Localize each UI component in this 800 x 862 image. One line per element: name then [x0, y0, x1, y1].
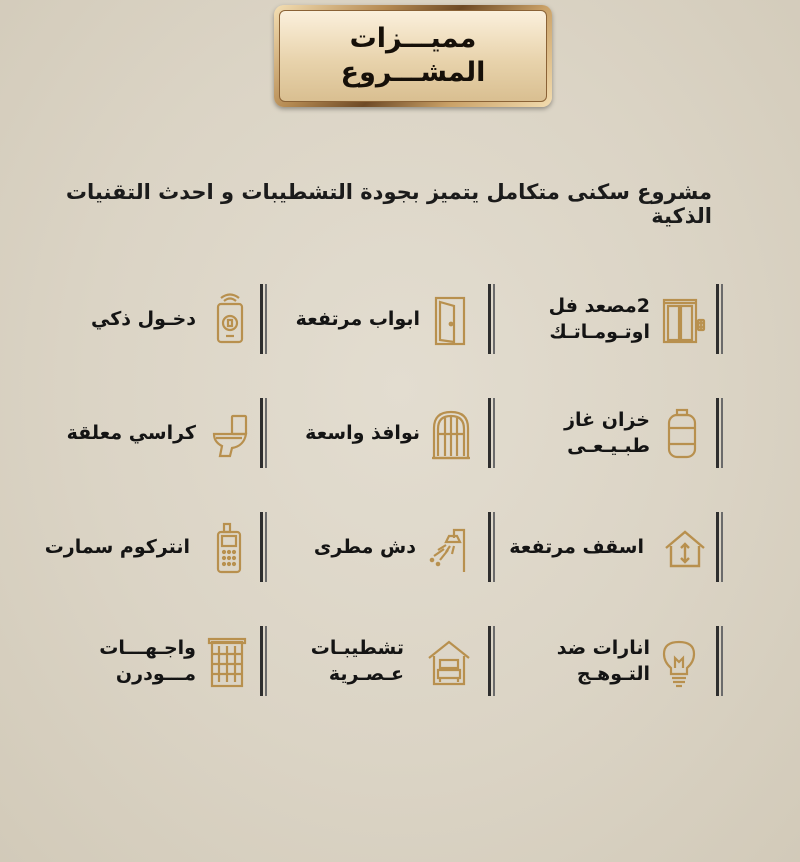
- feature-label: [296, 286, 420, 352]
- feature-doors: [280, 278, 500, 358]
- feature-divider: [488, 512, 491, 582]
- feature-line1: انارات ضد: [556, 637, 650, 659]
- house-furniture-icon: [426, 634, 472, 690]
- page-title-line2: المشـــروع: [340, 57, 486, 88]
- feature-ceilings: [500, 506, 730, 586]
- feature-toilets: [66, 392, 270, 472]
- feature-line2: عـصـرية: [328, 663, 404, 685]
- feature-facades: [70, 620, 270, 700]
- feature-gas-tank: [520, 392, 730, 472]
- toilet-icon: [208, 406, 254, 462]
- high-ceiling-icon: [662, 520, 708, 576]
- feature-divider: [716, 284, 719, 354]
- feature-line1: ابواب مرتفعة: [295, 308, 420, 330]
- building-facade-icon: [204, 634, 250, 690]
- feature-line2: اوتـومـاتـك: [549, 321, 650, 343]
- project-description: مشروع سكنى متكامل يتميز بجودة التشطيبات و احدث التقنيات الذكية: [65, 180, 712, 228]
- feature-label: [45, 514, 190, 580]
- feature-divider: [260, 398, 263, 468]
- feature-line2: مـــودرن: [115, 663, 196, 685]
- feature-line1: 2مصعد فل: [548, 295, 650, 317]
- feature-line1: كراسي معلقة: [66, 422, 196, 444]
- feature-intercom: [44, 506, 270, 586]
- feature-finishes: [280, 620, 500, 700]
- feature-line1: دخـول ذكي: [91, 308, 196, 330]
- feature-divider: [488, 626, 491, 696]
- feature-divider: [716, 626, 719, 696]
- feature-label: [549, 286, 650, 352]
- smart-lock-icon: [208, 292, 254, 348]
- feature-windows: [280, 392, 500, 472]
- gas-tank-icon: [660, 406, 706, 462]
- feature-shower: [280, 506, 500, 586]
- feature-label: [509, 514, 644, 580]
- feature-line1: دش مطرى: [313, 536, 416, 558]
- feature-label: [564, 400, 650, 466]
- feature-divider: [488, 284, 491, 354]
- feature-label: [99, 628, 196, 694]
- feature-divider: [488, 398, 491, 468]
- light-bulb-icon: [656, 634, 702, 690]
- feature-divider: [716, 398, 719, 468]
- door-icon: [428, 292, 474, 348]
- feature-line1: خزان غاز: [564, 409, 650, 431]
- feature-label: [305, 400, 420, 466]
- elevator-icon: [660, 292, 706, 348]
- feature-line1: انتركوم سمارت: [44, 536, 190, 558]
- feature-label: [311, 628, 404, 694]
- feature-line1: واجـهـــات: [99, 637, 196, 659]
- feature-divider: [260, 284, 263, 354]
- page-title-line1: مميـــزات: [349, 23, 477, 54]
- shower-icon: [424, 520, 470, 576]
- feature-line1: تشطيبـات: [310, 637, 404, 659]
- feature-label: [91, 286, 196, 352]
- feature-lighting: [520, 620, 730, 700]
- feature-line1: نوافذ واسعة: [305, 422, 420, 444]
- feature-label: [314, 514, 416, 580]
- intercom-icon: [206, 520, 252, 576]
- feature-label: [557, 628, 650, 694]
- feature-divider: [260, 626, 263, 696]
- feature-divider: [716, 512, 719, 582]
- feature-line2: التـوهـج: [576, 663, 650, 685]
- title-plaque: [274, 5, 552, 107]
- feature-smart-entry: [70, 278, 270, 358]
- window-icon: [428, 406, 474, 462]
- feature-label: [67, 400, 196, 466]
- feature-divider: [260, 512, 263, 582]
- feature-line1: اسقف مرتفعة: [509, 536, 644, 558]
- title-inner: [279, 10, 547, 102]
- feature-elevator: [520, 278, 730, 358]
- feature-line2: طبـيـعـى: [567, 435, 650, 457]
